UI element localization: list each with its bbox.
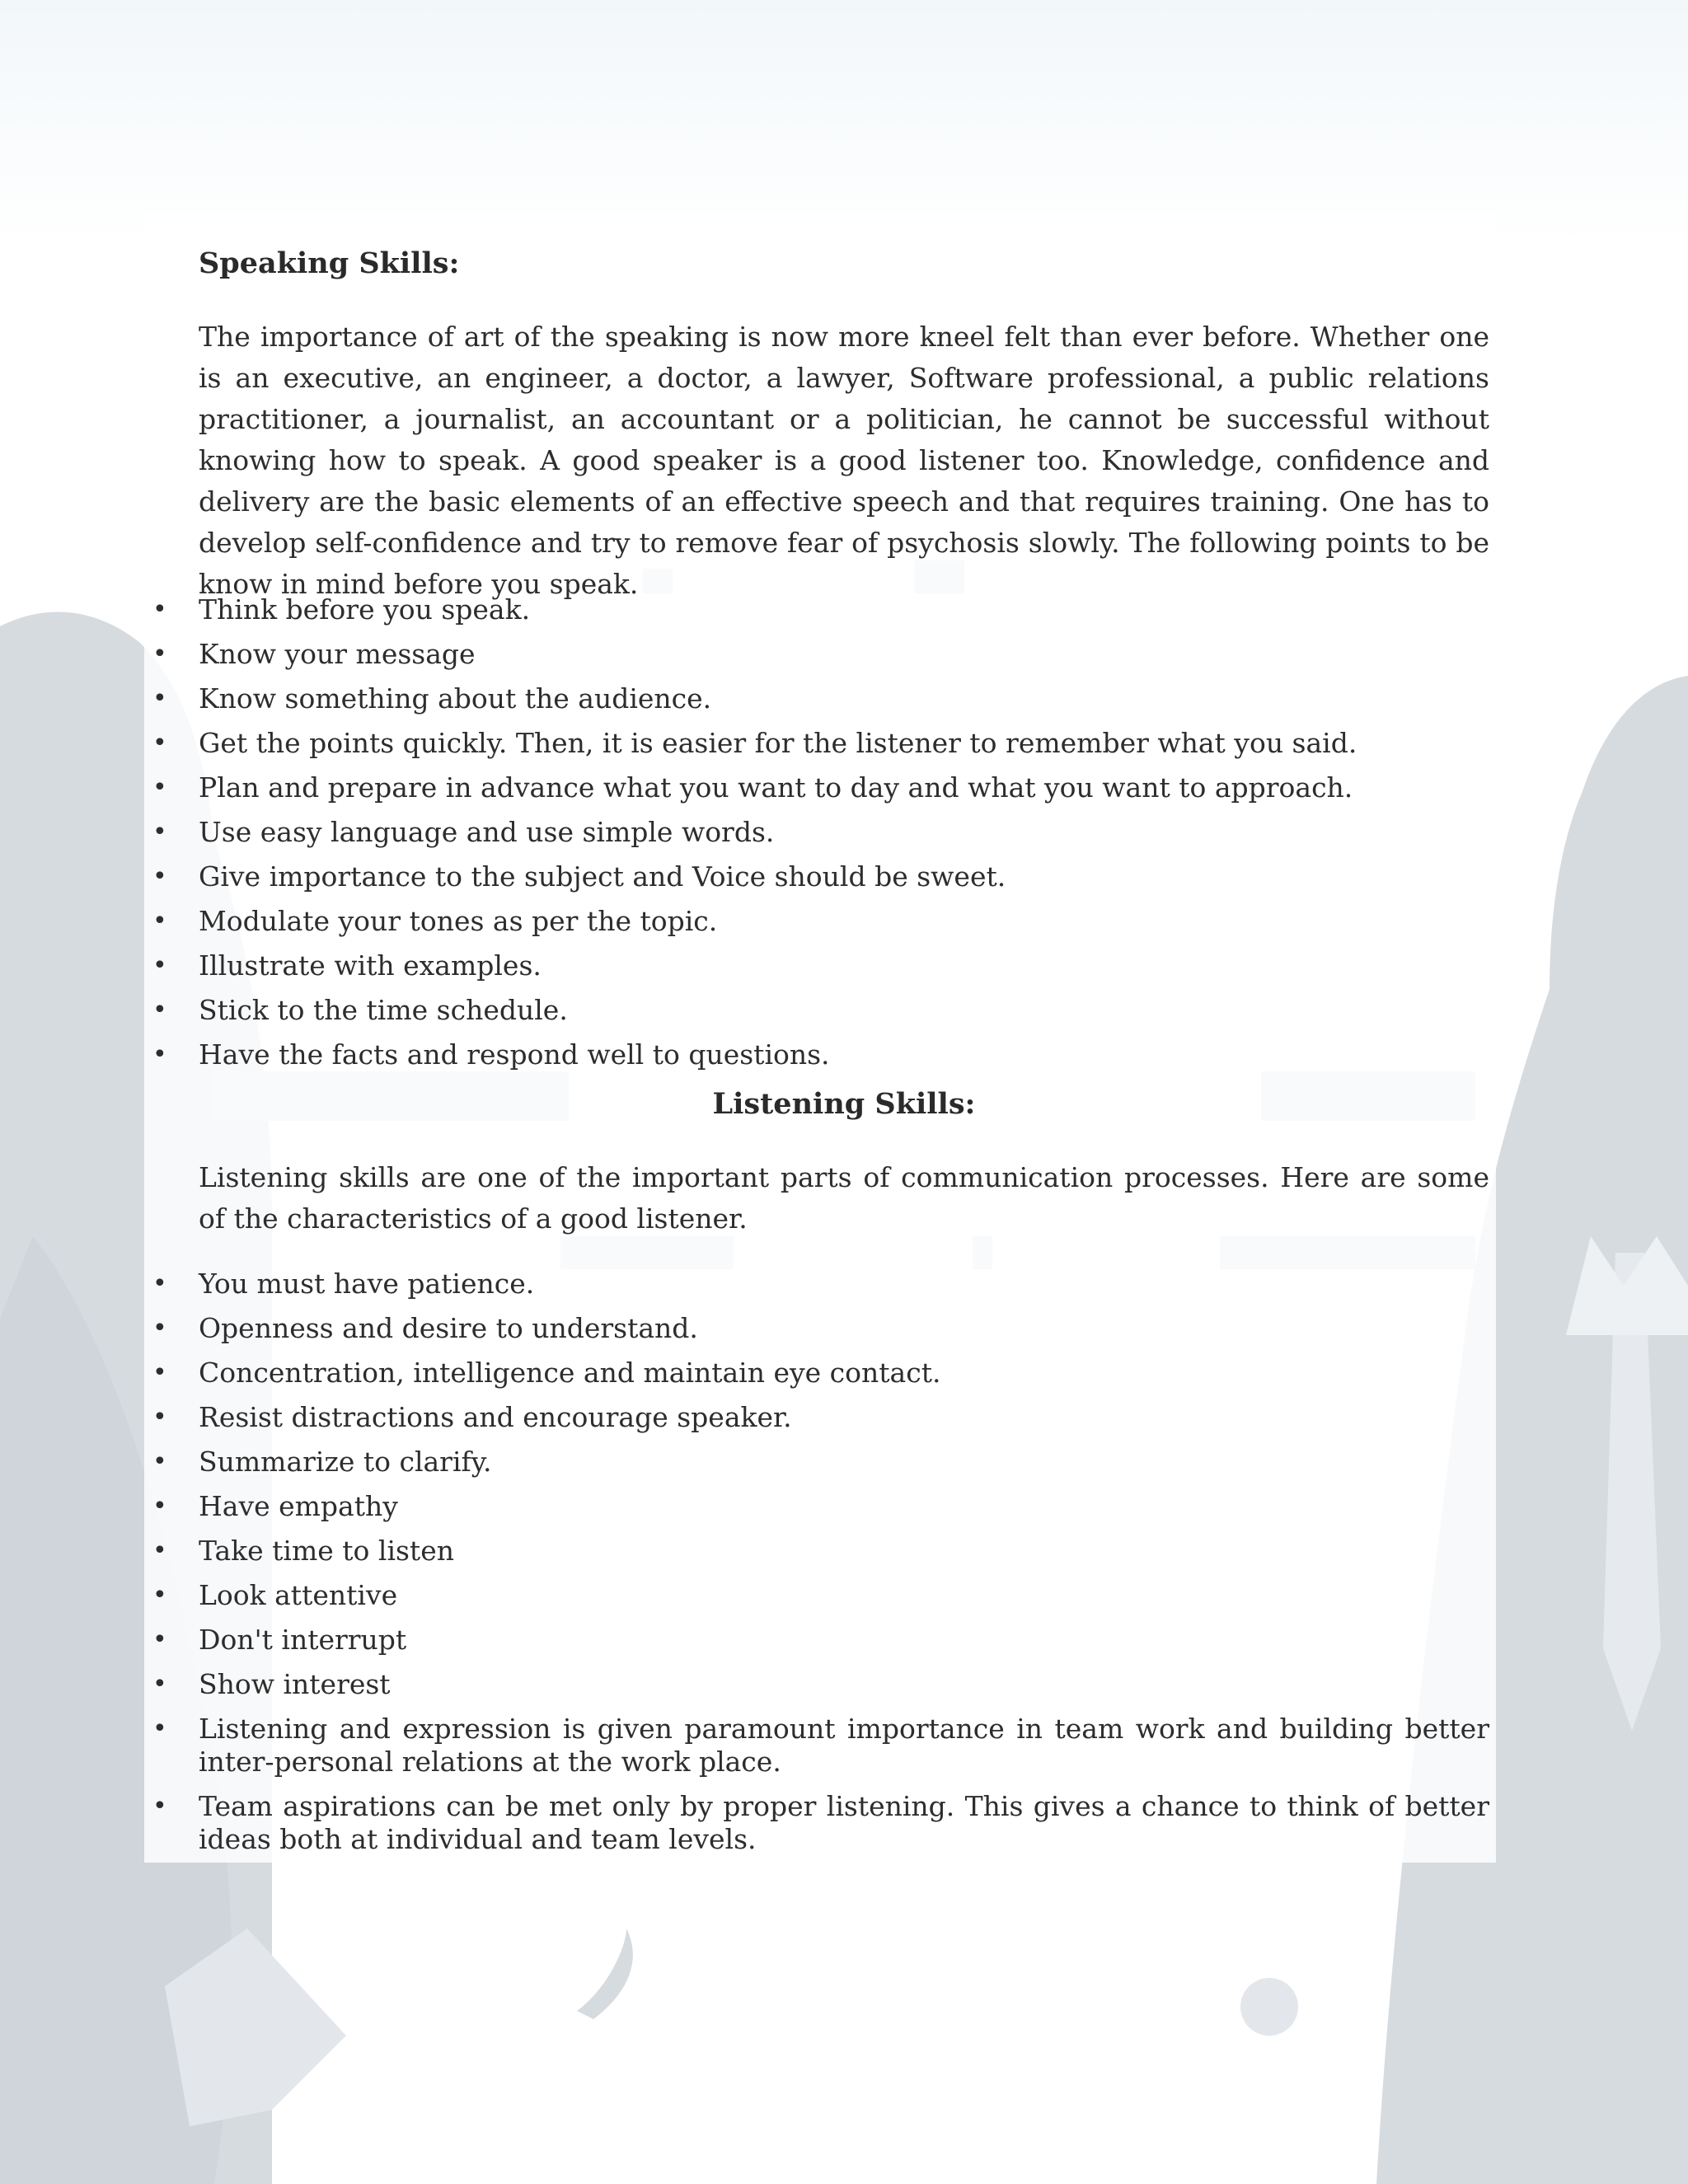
list-item: • Give importance to the subject and Voice should be sweet. <box>152 860 1006 893</box>
list-item: • Listening and expression is given paramount importance in team work and building better inter-personal relations at the work place. <box>152 1713 1489 1778</box>
list-item: • Openness and desire to understand. <box>152 1312 698 1344</box>
list-item: • Team aspirations can be met only by proper listening. This gives a chance to think of better ideas both at individual and team levels. <box>152 1790 1489 1855</box>
bullet-icon: • <box>152 1358 167 1387</box>
listening-skills-heading: Listening Skills: <box>712 1087 976 1121</box>
bullet-icon: • <box>152 1447 167 1476</box>
list-item: • Take time to listen <box>152 1535 454 1567</box>
listening-skills-paragraph: Listening skills are one of the important parts of communication processes. Here are some of the characteristics of a good listener. <box>199 1161 1489 1235</box>
bullet-icon: • <box>152 640 167 668</box>
bullet-icon: • <box>152 1714 167 1743</box>
list-item: • Stick to the time schedule. <box>152 994 568 1026</box>
list-item: • Concentration, intelligence and maintain eye contact. <box>152 1357 941 1389</box>
list-item: • Show interest <box>152 1668 391 1700</box>
speaking-skills-paragraph: The importance of art of the speaking is now more kneel felt than ever before. Whether one is an executive, an engineer, a doctor, a lawyer, Software professional, a public relations practitioner, a journalist, an accountant or a politician, he cannot be successful without knowing how to speak. A good speaker is a good listener too. Knowledge, confidence and delivery are the basic elements of an effective speech and that requires training. One has to develop self-confidence and try to remove fear of psychosis slowly. The following points to be know in mind before you speak. <box>199 321 1489 600</box>
list-item: • Summarize to clarify. <box>152 1446 492 1478</box>
list-item: • Don't interrupt <box>152 1624 407 1656</box>
bullet-icon: • <box>152 907 167 935</box>
bullet-icon: • <box>152 996 167 1024</box>
list-item: • Resist distractions and encourage speaker. <box>152 1401 792 1433</box>
list-item: • Plan and prepare in advance what you want to day and what you want to approach. <box>152 771 1353 804</box>
bullet-icon: • <box>152 1040 167 1069</box>
bullet-icon: • <box>152 1581 167 1610</box>
speaking-skills-heading: Speaking Skills: <box>199 246 460 280</box>
list-item: • Know your message <box>152 638 476 670</box>
bullet-icon: • <box>152 684 167 713</box>
bullet-icon: • <box>152 595 167 624</box>
list-item: • Think before you speak. <box>152 593 531 626</box>
bullet-icon: • <box>152 1314 167 1343</box>
bullet-icon: • <box>152 1670 167 1699</box>
bullet-icon: • <box>152 1269 167 1298</box>
bullet-icon: • <box>152 1536 167 1565</box>
bullet-icon: • <box>152 773 167 802</box>
list-item: • Have empathy <box>152 1490 398 1522</box>
bullet-icon: • <box>152 1492 167 1521</box>
bullet-icon: • <box>152 818 167 846</box>
bullet-icon: • <box>152 1625 167 1654</box>
bullet-icon: • <box>152 951 167 980</box>
bullet-icon: • <box>152 1403 167 1432</box>
list-item: • Know something about the audience. <box>152 682 712 715</box>
list-item: • Have the facts and respond well to questions. <box>152 1038 830 1071</box>
bullet-icon: • <box>152 729 167 757</box>
list-item: • You must have patience. <box>152 1268 535 1300</box>
bullet-icon: • <box>152 1792 167 1821</box>
list-item: • Illustrate with examples. <box>152 949 542 982</box>
list-item: • Use easy language and use simple words. <box>152 816 775 848</box>
bullet-icon: • <box>152 862 167 891</box>
list-item: • Look attentive <box>152 1579 398 1611</box>
list-item: • Get the points quickly. Then, it is easier for the listener to remember what you said. <box>152 727 1357 759</box>
list-item: • Modulate your tones as per the topic. <box>152 905 718 937</box>
